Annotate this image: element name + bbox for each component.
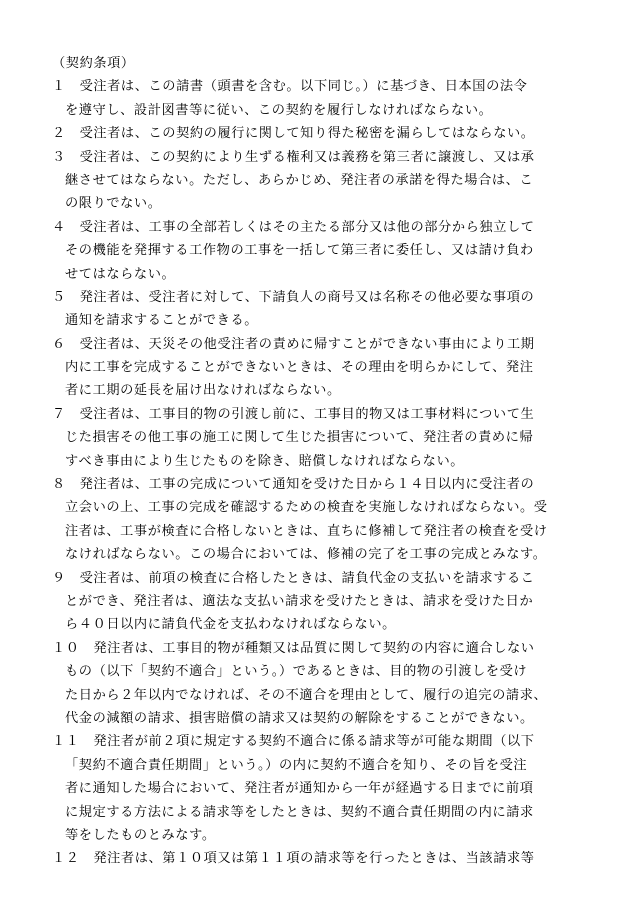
clause-line: ら４０日以内に請負代金を支払わなければならない。 bbox=[65, 617, 396, 633]
clause-line: 等をしたものとみなす。 bbox=[65, 827, 216, 843]
clause-6 bbox=[52, 333, 592, 403]
clause-line: なければならない。この場合においては、修補の完了を工事の完成とみなす。 bbox=[65, 547, 547, 563]
clause-line: 立会いの上、工事の完成を確認するための検査を実施しなければならない。受 bbox=[65, 500, 548, 516]
clause-9 bbox=[52, 567, 592, 637]
clause-12 bbox=[52, 847, 592, 870]
clause-line: ３ 受注者は、この契約により生ずる権利又は義務を第三者に譲渡し、又は承 bbox=[52, 149, 535, 165]
clause-line: せてはならない。 bbox=[65, 266, 176, 282]
clause-line: 「契約不適合責任期間」という。）の内に契約不適合を知り、その旨を受注 bbox=[65, 757, 528, 773]
clause-line: ５ 発注者は、受注者に対して、下請負人の商号又は名称その他必要な事項の bbox=[52, 289, 535, 305]
clause-4 bbox=[52, 216, 592, 286]
clause-10 bbox=[52, 637, 592, 731]
clause-line: に規定する方法による請求等をしたときは、契約不適合責任期間の内に請求 bbox=[65, 804, 534, 820]
clause-1 bbox=[52, 75, 592, 122]
clause-line: 代金の減額の請求、損害賠償の請求又は契約の解除をすることができない。 bbox=[65, 710, 534, 726]
clause-line: を遵守し、設計図書等に従い、この契約を履行しなければならない。 bbox=[65, 102, 493, 118]
clause-line: とができ、発注者は、適法な支払い請求を受けたときは、請求を受けた日か bbox=[65, 593, 534, 609]
clause-2 bbox=[52, 122, 592, 145]
clause-line: ８ 発注者は、工事の完成について通知を受けた日から１４日以内に受注者の bbox=[52, 477, 535, 493]
clause-3 bbox=[52, 146, 592, 216]
clause-line: 通知を請求することができる。 bbox=[65, 313, 259, 329]
clause-line: 者に通知した場合において、発注者が通知から一年が経過する日までに前項 bbox=[65, 781, 534, 797]
clause-line: すべき事由により生じたものを除き、賠償しなければならない。 bbox=[65, 453, 465, 469]
clause-line: じた損害その他工事の施工に関して生じた損害について、発注者の責めに帰 bbox=[65, 430, 534, 446]
clause-5 bbox=[52, 286, 592, 333]
clause-line: ９ 受注者は、前項の検査に合格したときは、請負代金の支払いを請求するこ bbox=[52, 570, 535, 586]
clause-line: 注者は、工事が検査に合格しないときは、直ちに修補して発注者の検査を受け bbox=[65, 523, 548, 539]
clause-8 bbox=[52, 473, 592, 567]
clause-line: ６ 受注者は、天災その他受注者の責めに帰すことができない事由により工期 bbox=[52, 336, 535, 352]
clause-line: もの（以下「契約不適合」という。）であるときは、目的物の引渡しを受け bbox=[65, 664, 528, 680]
clause-line: ７ 受注者は、工事目的物の引渡し前に、工事目的物又は工事材料について生 bbox=[52, 406, 535, 422]
section-heading: （契約条項） bbox=[52, 56, 135, 71]
clause-line: の限りでない。 bbox=[65, 196, 162, 212]
clause-line: １ 受注者は、この請書（頭書を含む。以下同じ。）に基づき、日本国の法令 bbox=[52, 79, 528, 95]
clause-list bbox=[52, 75, 592, 870]
clause-7 bbox=[52, 403, 592, 473]
clause-line: １０ 発注者は、工事目的物が種類又は品質に関して契約の内容に適合しない bbox=[52, 640, 535, 656]
clause-line: ４ 受注者は、工事の全部若しくはその主たる部分又は他の部分から独立して bbox=[52, 219, 535, 235]
clause-line: １２ 発注者は、第１０項又は第１１項の請求等を行ったときは、当該請求等 bbox=[52, 851, 535, 867]
clause-line: 者に工期の延長を届け出なければならない。 bbox=[65, 383, 341, 399]
clause-line: ２ 受注者は、この契約の履行に関して知り得た秘密を漏らしてはならない。 bbox=[52, 126, 535, 142]
clause-11 bbox=[52, 730, 592, 847]
clause-line: 継させてはならない。ただし、あらかじめ、発注者の承諾を得た場合は、こ bbox=[65, 172, 534, 188]
clause-line: た日から２年以内でなければ、その不適合を理由として、履行の追完の請求、 bbox=[65, 687, 548, 703]
clause-line: 内に工事を完成することができないときは、その理由を明らかにして、発注 bbox=[65, 360, 534, 376]
clause-line: その機能を発揮する工作物の工事を一括して第三者に委任し、又は請け負わ bbox=[65, 243, 534, 259]
clause-line: １１ 発注者が前２項に規定する契約不適合に係る請求等が可能な期間（以下 bbox=[52, 734, 535, 750]
